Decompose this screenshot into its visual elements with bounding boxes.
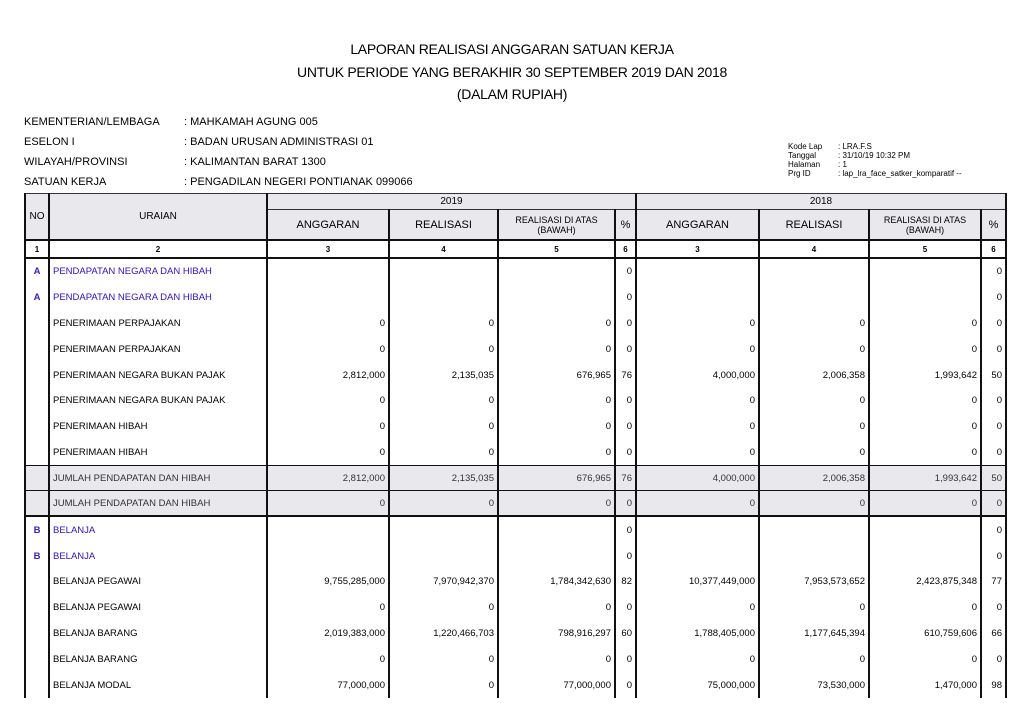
table-row (25, 621, 1006, 647)
col-realisasi-2018: REALISASI (759, 210, 869, 241)
anggaran-2019 (267, 543, 389, 569)
realisasi-2019: 0 (389, 491, 498, 517)
realisasi-2019: 0 (389, 388, 498, 414)
row-label: PENERIMAAN PERPAJAKAN (49, 311, 267, 337)
anggaran-2019 (267, 516, 389, 543)
col-uraian-header: URAIAN (49, 194, 267, 241)
persen-2019: 0 (615, 672, 636, 698)
table-row (25, 646, 1006, 672)
column-number-row (25, 240, 1006, 258)
selisih-2019: 1,784,342,630 (498, 569, 615, 595)
table-row (25, 362, 1006, 388)
realisasi-2019: 0 (389, 336, 498, 362)
realisasi-2019 (389, 285, 498, 311)
info-halaman (788, 160, 962, 169)
persen-2019: 0 (615, 285, 636, 311)
anggaran-2019: 0 (267, 595, 389, 621)
persen-2019: 0 (615, 440, 636, 466)
persen-2018: 0 (981, 285, 1006, 311)
anggaran-2018 (636, 285, 759, 311)
info-value: : 1 (838, 160, 847, 169)
selisih-2018: 0 (869, 491, 981, 517)
realisasi-2018 (759, 543, 869, 569)
anggaran-2019: 77,000,000 (267, 672, 389, 698)
selisih-2019: 0 (498, 595, 615, 621)
anggaran-2019: 9,755,285,000 (267, 569, 389, 595)
anggaran-2018: 0 (636, 414, 759, 440)
realisasi-2019 (389, 543, 498, 569)
meta-label: ESELON I (24, 136, 75, 148)
selisih-2018: 1,993,642 (869, 362, 981, 388)
realisasi-2018: 0 (759, 491, 869, 517)
persen-2018: 50 (981, 362, 1006, 388)
realisasi-2019: 2,135,035 (389, 466, 498, 491)
meta-value: : KALIMANTAN BARAT 1300 (184, 152, 326, 172)
row-label: BELANJA MODAL (49, 672, 267, 698)
selisih-2019: 0 (498, 646, 615, 672)
persen-2018: 0 (981, 516, 1006, 543)
row-no (25, 362, 49, 388)
anggaran-2019: 2,812,000 (267, 362, 389, 388)
row-label: BELANJA PEGAWAI (49, 569, 267, 595)
anggaran-2019: 0 (267, 388, 389, 414)
anggaran-2019: 2,019,383,000 (267, 621, 389, 647)
row-no (25, 491, 49, 517)
anggaran-2018: 0 (636, 491, 759, 517)
row-no (25, 336, 49, 362)
table-row (25, 672, 1006, 698)
selisih-2018: 0 (869, 646, 981, 672)
persen-2019: 0 (615, 646, 636, 672)
anggaran-2018: 0 (636, 440, 759, 466)
meta-satker (24, 172, 413, 192)
row-no (25, 595, 49, 621)
realisasi-2019: 0 (389, 440, 498, 466)
realisasi-2019: 2,135,035 (389, 362, 498, 388)
col-percent-2019: % (615, 210, 636, 241)
row-label: BELANJA (49, 543, 267, 569)
realisasi-2018 (759, 285, 869, 311)
persen-2018: 0 (981, 258, 1006, 285)
selisih-2019: 676,965 (498, 466, 615, 491)
row-no (25, 466, 49, 491)
selisih-2018 (869, 258, 981, 285)
table-row (25, 388, 1006, 414)
row-no (25, 569, 49, 595)
persen-2019: 0 (615, 595, 636, 621)
selisih-2019: 0 (498, 388, 615, 414)
persen-2018: 77 (981, 569, 1006, 595)
table-row (25, 595, 1006, 621)
row-label: BELANJA BARANG (49, 621, 267, 647)
persen-2018: 0 (981, 388, 1006, 414)
report-period: UNTUK PERIODE YANG BERAKHIR 30 SEPTEMBER 2019 DAN 2018 (297, 64, 727, 80)
selisih-2019 (498, 516, 615, 543)
realisasi-2019: 0 (389, 672, 498, 698)
realisasi-2018: 0 (759, 414, 869, 440)
anggaran-2018: 0 (636, 595, 759, 621)
selisih-2018 (869, 543, 981, 569)
row-label: PENERIMAAN NEGARA BUKAN PAJAK (49, 362, 267, 388)
anggaran-2018 (636, 516, 759, 543)
info-label: Halaman (788, 160, 821, 169)
col-number: 5 (498, 240, 615, 258)
persen-2019: 0 (615, 491, 636, 517)
col-number: 3 (636, 240, 759, 258)
anggaran-2019: 0 (267, 336, 389, 362)
selisih-2018: 0 (869, 311, 981, 337)
col-number: 5 (869, 240, 981, 258)
persen-2019: 0 (615, 311, 636, 337)
info-prg (788, 169, 962, 178)
anggaran-2018: 10,377,449,000 (636, 569, 759, 595)
selisih-2019 (498, 543, 615, 569)
persen-2019: 0 (615, 543, 636, 569)
persen-2019: 0 (615, 336, 636, 362)
persen-2018: 0 (981, 414, 1006, 440)
anggaran-2019: 0 (267, 646, 389, 672)
total-row (25, 491, 1006, 517)
col-number: 2 (49, 240, 267, 258)
meta-value: : PENGADILAN NEGERI PONTIANAK 099066 (184, 172, 413, 192)
anggaran-2019: 0 (267, 414, 389, 440)
realisasi-2019: 0 (389, 646, 498, 672)
row-label: PENERIMAAN HIBAH (49, 414, 267, 440)
anggaran-2018: 75,000,000 (636, 672, 759, 698)
persen-2018: 66 (981, 621, 1006, 647)
col-number: 4 (759, 240, 869, 258)
col-number: 1 (25, 240, 49, 258)
info-label: Tanggal (788, 151, 817, 160)
anggaran-2019 (267, 285, 389, 311)
selisih-2018 (869, 516, 981, 543)
persen-2018: 98 (981, 672, 1006, 698)
realisasi-2019: 1,220,466,703 (389, 621, 498, 647)
meta-label: WILAYAH/PROVINSI (24, 156, 128, 168)
realisasi-2018: 0 (759, 440, 869, 466)
anggaran-2018: 0 (636, 311, 759, 337)
row-no (25, 388, 49, 414)
meta-kementerian (24, 112, 413, 132)
persen-2018: 0 (981, 646, 1006, 672)
row-no (25, 440, 49, 466)
selisih-2019: 77,000,000 (498, 672, 615, 698)
realisasi-2019: 0 (389, 311, 498, 337)
realisasi-2018: 2,006,358 (759, 466, 869, 491)
year-2018-header: 2018 (636, 194, 1006, 210)
selisih-2019: 0 (498, 414, 615, 440)
table-row (25, 543, 1006, 569)
realisasi-2018: 1,177,645,394 (759, 621, 869, 647)
total-label: JUMLAH PENDAPATAN DAN HIBAH (49, 491, 267, 517)
anggaran-2018 (636, 543, 759, 569)
table-row (25, 414, 1006, 440)
persen-2019: 0 (615, 258, 636, 285)
persen-2018: 0 (981, 491, 1006, 517)
row-no: A (25, 258, 49, 285)
row-no: B (25, 516, 49, 543)
realisasi-2019 (389, 516, 498, 543)
col-atas-bawah-2019: REALISASI DI ATAS (BAWAH) (498, 210, 615, 241)
row-label: PENDAPATAN NEGARA DAN HIBAH (49, 285, 267, 311)
persen-2019: 76 (615, 466, 636, 491)
persen-2019: 82 (615, 569, 636, 595)
realisasi-2018: 7,953,573,652 (759, 569, 869, 595)
col-realisasi-2019: REALISASI (389, 210, 498, 241)
report-info (788, 142, 962, 178)
meta-value: : BADAN URUSAN ADMINISTRASI 01 (184, 132, 374, 152)
table-row (25, 311, 1006, 337)
col-number: 4 (389, 240, 498, 258)
row-no (25, 672, 49, 698)
row-no (25, 414, 49, 440)
table-row (25, 336, 1006, 362)
persen-2018: 0 (981, 543, 1006, 569)
realisasi-2019: 7,970,942,370 (389, 569, 498, 595)
row-no: A (25, 285, 49, 311)
anggaran-2019 (267, 258, 389, 285)
table-row (25, 258, 1006, 285)
selisih-2019: 0 (498, 491, 615, 517)
selisih-2019: 0 (498, 440, 615, 466)
report-title: LAPORAN REALISASI ANGGARAN SATUAN KERJA (350, 41, 674, 57)
realisasi-2018: 0 (759, 388, 869, 414)
anggaran-2018: 0 (636, 388, 759, 414)
anggaran-2019: 2,812,000 (267, 466, 389, 491)
selisih-2019 (498, 285, 615, 311)
info-tanggal (788, 151, 962, 160)
persen-2018: 0 (981, 440, 1006, 466)
selisih-2019: 0 (498, 311, 615, 337)
selisih-2019: 798,916,297 (498, 621, 615, 647)
anggaran-2018: 4,000,000 (636, 466, 759, 491)
anggaran-2019: 0 (267, 311, 389, 337)
col-anggaran-2019: ANGGARAN (267, 210, 389, 241)
realisasi-2018: 2,006,358 (759, 362, 869, 388)
info-value: : 31/10/19 10:32 PM (838, 151, 910, 160)
selisih-2018: 0 (869, 595, 981, 621)
row-label: BELANJA PEGAWAI (49, 595, 267, 621)
realisasi-2018: 0 (759, 646, 869, 672)
meta-eselon (24, 132, 413, 152)
anggaran-2018: 0 (636, 336, 759, 362)
info-kode (788, 142, 962, 151)
meta-value: : MAHKAMAH AGUNG 005 (184, 112, 318, 132)
table-row (25, 440, 1006, 466)
row-label: BELANJA BARANG (49, 646, 267, 672)
anggaran-2018: 0 (636, 646, 759, 672)
total-label: JUMLAH PENDAPATAN DAN HIBAH (49, 466, 267, 491)
report-meta (24, 112, 413, 192)
anggaran-2018 (636, 258, 759, 285)
anggaran-2019: 0 (267, 491, 389, 517)
realisasi-2018: 0 (759, 311, 869, 337)
row-no (25, 646, 49, 672)
meta-label: KEMENTERIAN/LEMBAGA (24, 116, 160, 128)
realisasi-2018: 73,530,000 (759, 672, 869, 698)
realisasi-2019 (389, 258, 498, 285)
info-value: : LRA.F.S (838, 142, 872, 151)
col-atas-bawah-2018: REALISASI DI ATAS (BAWAH) (869, 210, 981, 241)
col-number: 3 (267, 240, 389, 258)
selisih-2018: 1,993,642 (869, 466, 981, 491)
table-row (25, 285, 1006, 311)
row-no (25, 311, 49, 337)
persen-2018: 0 (981, 311, 1006, 337)
row-label: PENERIMAAN HIBAH (49, 440, 267, 466)
selisih-2018: 0 (869, 414, 981, 440)
selisih-2019: 676,965 (498, 362, 615, 388)
meta-label: SATUAN KERJA (24, 176, 107, 188)
selisih-2019: 0 (498, 336, 615, 362)
persen-2018: 50 (981, 466, 1006, 491)
realisasi-2018: 0 (759, 595, 869, 621)
year-2019-header: 2019 (267, 194, 636, 210)
budget-realization-table (24, 193, 1007, 698)
table-row (25, 516, 1006, 543)
info-label: Prg ID (788, 169, 811, 178)
row-label: PENDAPATAN NEGARA DAN HIBAH (49, 258, 267, 285)
anggaran-2018: 1,788,405,000 (636, 621, 759, 647)
selisih-2018: 0 (869, 440, 981, 466)
col-percent-2018: % (981, 210, 1006, 241)
row-label: PENERIMAAN PERPAJAKAN (49, 336, 267, 362)
row-no: B (25, 543, 49, 569)
selisih-2018: 2,423,875,348 (869, 569, 981, 595)
col-number: 6 (615, 240, 636, 258)
selisih-2018: 0 (869, 388, 981, 414)
realisasi-2018 (759, 258, 869, 285)
row-no (25, 621, 49, 647)
report-currency: (DALAM RUPIAH) (456, 86, 568, 102)
selisih-2019 (498, 258, 615, 285)
selisih-2018: 610,759,606 (869, 621, 981, 647)
info-label: Kode Lap (788, 142, 823, 151)
row-label: PENERIMAAN NEGARA BUKAN PAJAK (49, 388, 267, 414)
section-a-body (25, 258, 1006, 698)
persen-2019: 60 (615, 621, 636, 647)
anggaran-2018: 4,000,000 (636, 362, 759, 388)
table-row (25, 569, 1006, 595)
persen-2019: 76 (615, 362, 636, 388)
selisih-2018: 0 (869, 336, 981, 362)
col-number: 6 (981, 240, 1006, 258)
realisasi-2018 (759, 516, 869, 543)
persen-2018: 0 (981, 336, 1006, 362)
persen-2019: 0 (615, 388, 636, 414)
realisasi-2019: 0 (389, 595, 498, 621)
selisih-2018: 1,470,000 (869, 672, 981, 698)
persen-2019: 0 (615, 414, 636, 440)
selisih-2018 (869, 285, 981, 311)
anggaran-2019: 0 (267, 440, 389, 466)
meta-wilayah (24, 152, 413, 172)
col-no-header: NO (25, 194, 49, 241)
persen-2018: 0 (981, 595, 1006, 621)
row-label: BELANJA (49, 516, 267, 543)
col-anggaran-2018: ANGGARAN (636, 210, 759, 241)
persen-2019: 0 (615, 516, 636, 543)
total-row (25, 466, 1006, 491)
realisasi-2019: 0 (389, 414, 498, 440)
realisasi-2018: 0 (759, 336, 869, 362)
info-value: : lap_lra_face_satker_komparatif -- (838, 169, 962, 178)
